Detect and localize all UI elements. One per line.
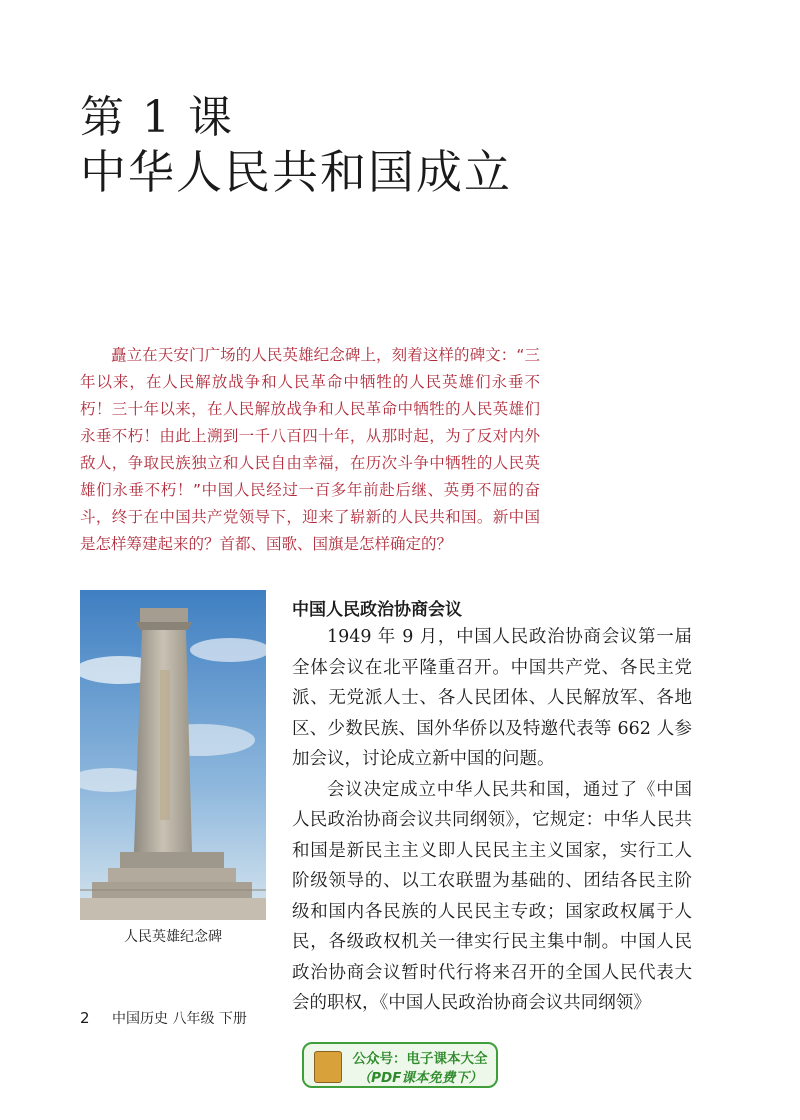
page-number: 2 bbox=[80, 1009, 90, 1027]
monument-photo bbox=[80, 590, 266, 920]
book-title: 中国历史 八年级 下册 bbox=[112, 1011, 247, 1027]
lesson-title: 中华人民共和国成立 bbox=[80, 145, 512, 199]
page-footer bbox=[80, 1008, 247, 1028]
intro-box bbox=[80, 342, 540, 558]
section-heading: 中国人民政治协商会议 bbox=[292, 600, 462, 620]
intro-paragraph: 矗立在天安门广场的人民英雄纪念碑上，刻着这样的碑文：“三年以来，在人民解放战争和人民革命中牺牲的人民英雄们永垂不朽！三十年以来，在人民解放战争和人民革命中牺牲的人民英雄们永垂不朽！由此上溯到一千八百四十年，从那时起，为了反对内外敌人，争取民族独立和人民自由幸福，在历次斗争中牺牲的人民英雄们永垂不朽！”中国人民经过一百多年前赴后继、英勇不屈的奋斗，终于在中国共产党领导下，迎来了崭新的人民共和国。新中国是怎样筹建起来的？首都、国歌、国旗是怎样确定的？ bbox=[80, 346, 540, 553]
section-body bbox=[292, 622, 692, 1019]
monument-image bbox=[80, 590, 266, 920]
watermark-line2: （PDF课本免费下） bbox=[357, 1070, 483, 1086]
body-paragraph-1: 1949 年 9 月，中国人民政治协商会议第一届全体会议在北平隆重召开。中国共产党、各民主党派、无党派人士、各人民团体、人民解放军、各地区、少数民族、国外华侨以及特邀代表等 662 人参加会议，讨论成立新中国的问题。 bbox=[292, 627, 692, 769]
watermark-badge bbox=[302, 1042, 498, 1088]
body-paragraph-2: 会议决定成立中华人民共和国，通过了《中国人民政治协商会议共同纲领》，它规定：中华人民共和国是新民主主义即人民民主主义国家，实行工人阶级领导的、以工农联盟为基础的、团结各民主阶级和国内各民族的人民民主专政；国家政权属于人民，各级政权机关一律实行民主集中制。中国人民政治协商会议暂时代行将来召开的全国人民代表大会的职权，《中国人民政治协商会议共同纲领》 bbox=[292, 779, 692, 1013]
book-icon bbox=[314, 1051, 342, 1083]
lesson-number: 第 1 课 bbox=[80, 92, 234, 143]
photo-caption: 人民英雄纪念碑 bbox=[124, 929, 222, 945]
watermark-line1: 公众号：电子课本大全 bbox=[352, 1051, 488, 1067]
